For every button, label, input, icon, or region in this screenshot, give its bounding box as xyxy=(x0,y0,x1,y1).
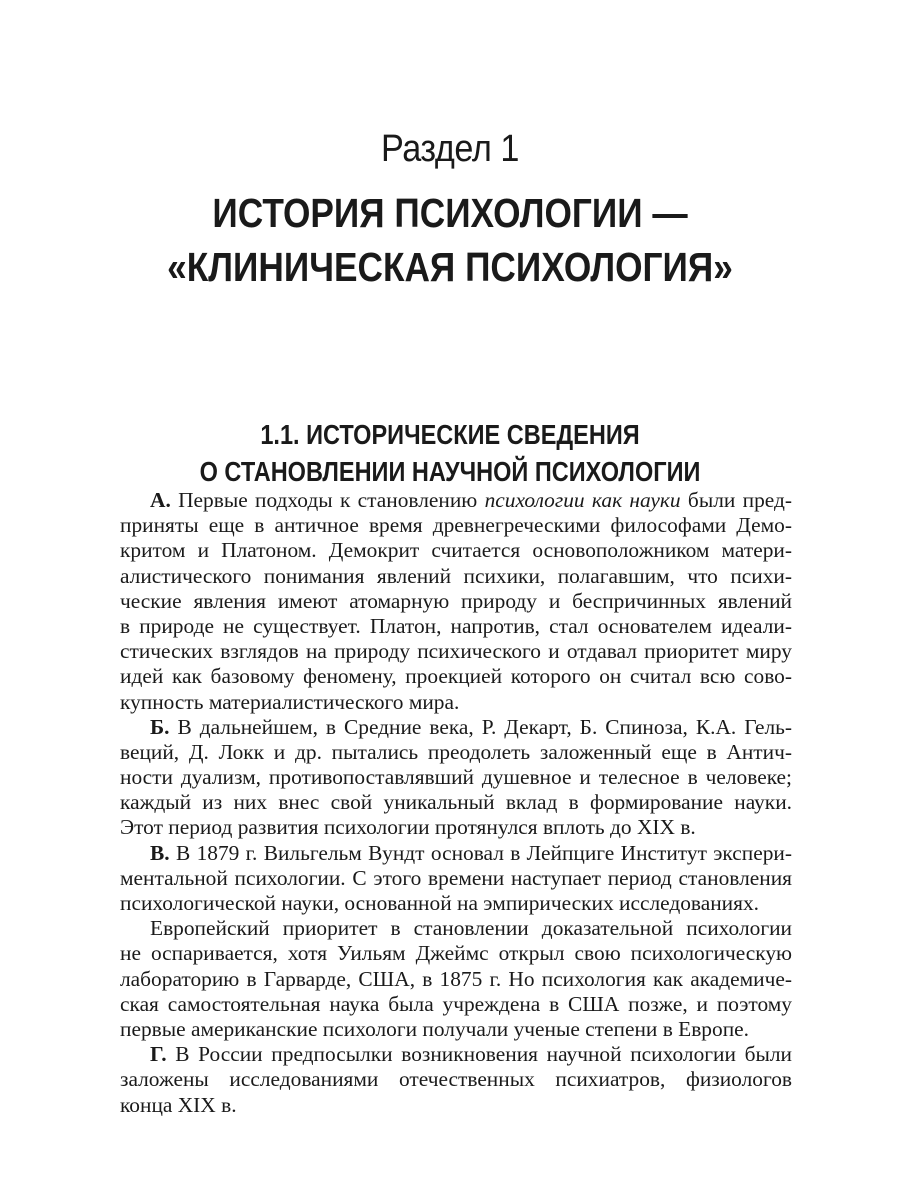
text-line: конца XIX в. xyxy=(120,1092,237,1117)
section-title-line: ИСТОРИЯ ПСИХОЛОГИИ — xyxy=(212,190,688,236)
section-title xyxy=(63,186,837,294)
chapter-heading xyxy=(72,416,828,490)
text-line: ности дуализм, противопоставлявший душевное и телесное в человеке; xyxy=(120,765,792,790)
text-line: не оспаривается, хотя Уильям Джеймс открыл свою психологическую xyxy=(120,941,792,966)
text-line: психологической науки, основанной на эмпирических исследованиях. xyxy=(120,891,760,915)
text-line: алистического понимания явлений психики, полагавшим, что психи- xyxy=(120,563,792,588)
text-span: Первые подходы к становлению xyxy=(170,488,485,512)
text-span: В 1879 г. Вильгельм Вундт основал в Лейпциге Институт экспери- xyxy=(169,840,792,865)
paragraph-marker: Г. xyxy=(150,1042,167,1067)
text-line xyxy=(120,1042,792,1067)
paragraph-marker: В. xyxy=(150,840,170,865)
paragraph-a xyxy=(120,488,792,715)
paragraph-marker: Б. xyxy=(150,714,170,739)
text-line: стических взглядов на природу психического и отдавал приоритет миру xyxy=(120,639,792,664)
text-line: первые американские психологи получали ученые степени в Европе. xyxy=(120,1016,749,1041)
text-line: приняты еще в античное время древнегреческими философами Демо- xyxy=(120,513,792,538)
emphasis-term: психологии как науки xyxy=(484,488,681,512)
text-line xyxy=(120,488,792,513)
text-line: лабораторию в Гарварде, США, в 1875 г. Но психология как академиче- xyxy=(120,966,792,991)
paragraph-europe xyxy=(120,916,792,1042)
text-span: были пред- xyxy=(680,488,792,512)
body-text xyxy=(120,488,792,1118)
text-line xyxy=(120,841,792,866)
section-title-line: «КЛИНИЧЕСКАЯ ПСИХОЛОГИЯ» xyxy=(167,244,733,290)
paragraph-marker: А. xyxy=(150,488,171,512)
text-line: идей как базовому феномену, проекцией которого он считал всю сово- xyxy=(120,664,792,689)
paragraph-b xyxy=(120,715,792,841)
paragraph-v xyxy=(120,841,792,917)
text-line: критом и Платоном. Демокрит считается основоположником матери- xyxy=(120,538,792,563)
text-line: ская самостоятельная наука была учреждена в США позже, и поэтому xyxy=(120,991,792,1016)
text-line: ментальной психологии. С этого времени наступает период становления xyxy=(120,865,792,890)
text-line: Европейский приоритет в становлении доказательной психологии xyxy=(150,916,792,941)
text-line: купность материалистического мира. xyxy=(120,689,460,714)
text-line xyxy=(120,715,792,740)
text-line: в природе не существует. Платон, напротив, стал основателем идеали- xyxy=(120,613,792,638)
paragraph-g xyxy=(120,1042,792,1118)
text-span: В дальнейшем, в Средние века, Р. Декарт, Б. Спиноза, К.А. Гель- xyxy=(169,714,792,739)
text-line: каждый из них внес свой уникальный вклад в формирование науки. xyxy=(120,790,792,815)
section-label: Раздел 1 xyxy=(381,128,519,170)
text-line: Этот период развития психологии протянулся вплоть до XIX в. xyxy=(120,815,696,840)
text-line: веций, Д. Локк и др. пытались преодолеть заложенный еще в Антич- xyxy=(120,739,792,764)
text-line: заложены исследованиями отечественных психиатров, физиологов xyxy=(120,1067,792,1092)
chapter-heading-line: 1.1. ИСТОРИЧЕСКИЕ СВЕДЕНИЯ xyxy=(260,419,640,450)
text-line: ческие явления имеют атомарную природу и беспричинных явлений xyxy=(120,588,792,613)
text-span: В России предпосылки возникновения научной психологии были xyxy=(166,1042,792,1067)
chapter-heading-line: О СТАНОВЛЕНИИ НАУЧНОЙ ПСИХОЛОГИИ xyxy=(199,456,701,487)
